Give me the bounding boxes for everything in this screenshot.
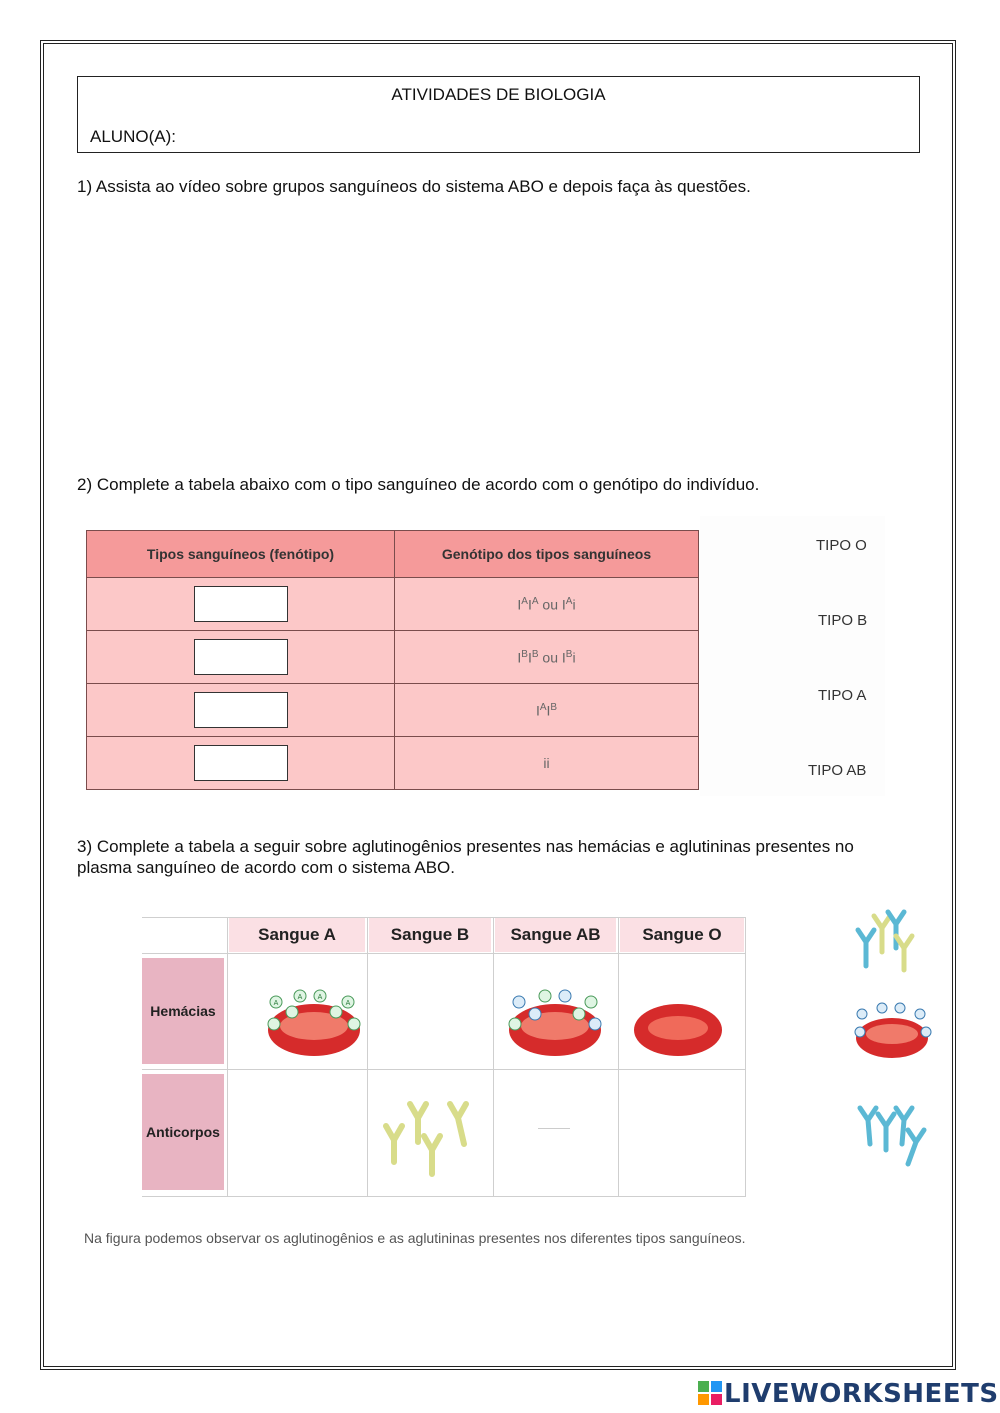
column-sangue-a: Sangue A: [229, 918, 365, 952]
grid-line: [618, 917, 619, 1197]
table-row: [87, 631, 699, 684]
liveworksheets-text: LIVEWORKSHEETS: [724, 1379, 999, 1409]
answer-box-3[interactable]: [194, 692, 288, 728]
answer-box-2[interactable]: [194, 639, 288, 675]
red-cell-ab-image: [503, 988, 611, 1060]
option-red-cell-b[interactable]: [852, 1000, 934, 1062]
table-row: [87, 578, 699, 631]
answer-box-1[interactable]: [194, 586, 288, 622]
genotype-aa: $I^AI^A$ ou $I^Ai$: [395, 578, 699, 631]
options-panel: [700, 516, 885, 796]
svg-text:A: A: [317, 994, 323, 1001]
no-antibody-dash: [538, 1128, 570, 1129]
svg-text:A: A: [297, 994, 303, 1001]
grid-line: [745, 917, 746, 1197]
svg-text:A: A: [345, 1000, 351, 1007]
option-antibodies-anti-b[interactable]: [856, 1100, 932, 1170]
column-sangue-o: Sangue O: [620, 918, 744, 952]
option-tipo-o[interactable]: TIPO O: [816, 537, 867, 554]
question-3-line-1: 3) Complete a tabela a seguir sobre aglutinogênios presentes nas hemácias e aglutininas presentes no: [77, 837, 854, 856]
grid-line: [142, 953, 746, 954]
question-1: 1) Assista ao vídeo sobre grupos sanguíneos do sistema ABO e depois faça às questões.: [77, 177, 751, 196]
genotype-bb: $I^BI^B$ ou $I^Bi$: [395, 631, 699, 684]
liveworksheets-icon: [698, 1381, 722, 1405]
liveworksheets-logo: [698, 1379, 999, 1409]
table-header-phenotype: Tipos sanguíneos (fenótipo): [87, 531, 395, 578]
row-anticorpos: Anticorpos: [142, 1074, 224, 1190]
grid-line: [493, 917, 494, 1197]
antibodies-anti-a-image: [372, 1096, 482, 1180]
genotype-table: [86, 530, 699, 790]
column-sangue-ab: Sangue AB: [495, 918, 616, 952]
student-label: ALUNO(A):: [90, 127, 176, 146]
question-2: 2) Complete a tabela abaixo com o tipo sanguíneo de acordo com o genótipo do indivíduo.: [77, 475, 760, 494]
option-tipo-b[interactable]: TIPO B: [818, 612, 868, 629]
option-tipo-a[interactable]: TIPO A: [818, 687, 867, 704]
genotype-ii: ii: [395, 737, 699, 790]
svg-text:A: A: [273, 1000, 279, 1007]
red-cell-o-image: [632, 1002, 724, 1058]
question-3-line-2: plasma sanguíneo de acordo com o sistema ABO.: [77, 858, 455, 877]
answer-box-4[interactable]: [194, 745, 288, 781]
grid-line: [227, 917, 228, 1197]
table-row: [87, 737, 699, 790]
page-title: ATIVIDADES DE BIOLOGIA: [391, 85, 606, 104]
grid-line: [142, 1196, 746, 1197]
figure-caption: Na figura podemos observar os aglutinogênios e as aglutininas presentes nos diferentes tipos sanguíneos.: [84, 1230, 746, 1246]
red-cell-a-image: [262, 988, 370, 1060]
table-row: [87, 684, 699, 737]
column-sangue-b: Sangue B: [369, 918, 491, 952]
option-tipo-ab[interactable]: TIPO AB: [808, 762, 867, 779]
table-header-genotype: Genótipo dos tipos sanguíneos: [395, 531, 699, 578]
grid-line: [142, 1069, 746, 1070]
option-antibodies-mixed[interactable]: [852, 908, 918, 974]
genotype-ab: $I^AI^B$: [395, 684, 699, 737]
row-hemacias: Hemácias: [142, 958, 224, 1064]
header-box: [77, 76, 920, 153]
